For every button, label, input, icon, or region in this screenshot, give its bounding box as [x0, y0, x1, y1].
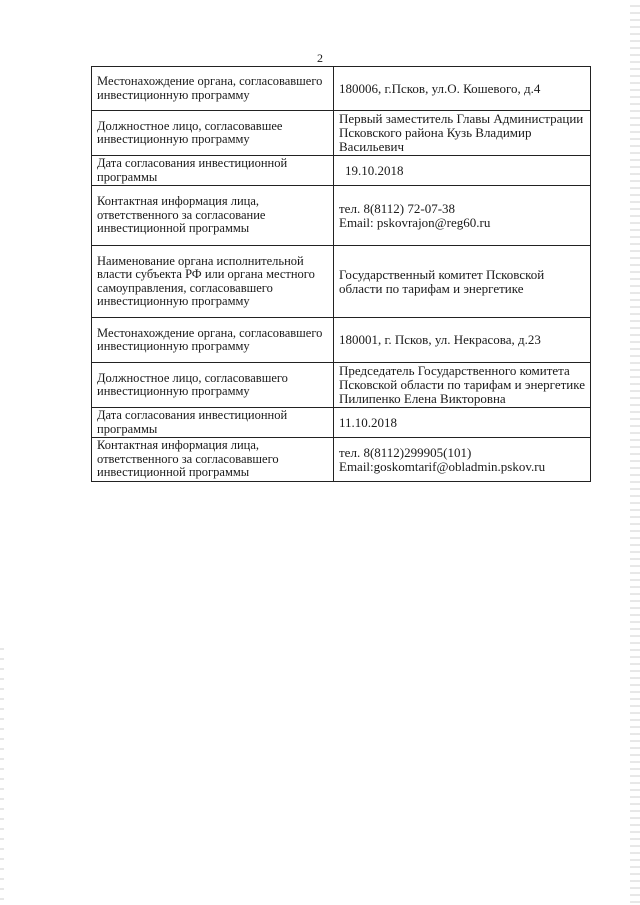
- row-value: Первый заместитель Главы Администрации Псковского района Кузь Владимир Васильевич: [334, 111, 591, 156]
- row-value: Государственный комитет Псковской области по тарифам и энергетике: [334, 246, 591, 318]
- row-label: Контактная информация лица, ответственного за согласовавшего инвестиционной программы: [92, 438, 334, 482]
- table-row: [92, 246, 591, 318]
- row-value-text: 19.10.2018: [345, 162, 404, 178]
- row-label: Контактная информация лица, ответственного за согласование инвестиционной программы: [92, 186, 334, 246]
- row-value: Председатель Государственного комитета Псковской области по тарифам и энергетике Пилипенко Елена Викторовна: [334, 363, 591, 408]
- table-row: [92, 111, 591, 156]
- row-value: [334, 438, 591, 482]
- table-row: [92, 438, 591, 482]
- email-line: Email: pskovrajon@reg60.ru: [339, 214, 491, 230]
- row-label: Местонахождение органа, согласовавшего инвестиционную программу: [92, 67, 334, 111]
- row-value: [334, 156, 591, 186]
- row-value: [334, 186, 591, 246]
- table-row: [92, 408, 591, 438]
- row-label: Дата согласования инвестиционной программы: [92, 156, 334, 186]
- table-row: [92, 186, 591, 246]
- row-value: 180001, г. Псков, ул. Некрасова, д.23: [334, 318, 591, 363]
- row-value: 11.10.2018: [334, 408, 591, 438]
- email-line: Email:goskomtarif@obladmin.pskov.ru: [339, 458, 546, 474]
- table-row: [92, 67, 591, 111]
- scan-edge-noise: [630, 0, 640, 905]
- table-row: [92, 318, 591, 363]
- table-row: [92, 156, 591, 186]
- approval-info-table: [91, 66, 591, 482]
- phone-line: тел. 8(8112) 72-07-38: [339, 200, 456, 216]
- row-label: Наименование органа исполнительной власти субъекта РФ или органа местного самоуправления, согласовавшего инвестиционную программу: [92, 246, 334, 318]
- page-number: 2: [317, 51, 323, 65]
- row-label: Должностное лицо, согласовавшее инвестиционную программу: [92, 111, 334, 156]
- row-label: Местонахождение органа, согласовавшего инвестиционную программу: [92, 318, 334, 363]
- row-label: Должностное лицо, согласовавшего инвестиционную программу: [92, 363, 334, 408]
- row-label: Дата согласования инвестиционной программы: [92, 408, 334, 438]
- table-row: [92, 363, 591, 408]
- scan-edge-noise: [0, 640, 4, 900]
- row-value: 180006, г.Псков, ул.О. Кошевого, д.4: [334, 67, 591, 111]
- phone-line: тел. 8(8112)299905(101): [339, 444, 472, 460]
